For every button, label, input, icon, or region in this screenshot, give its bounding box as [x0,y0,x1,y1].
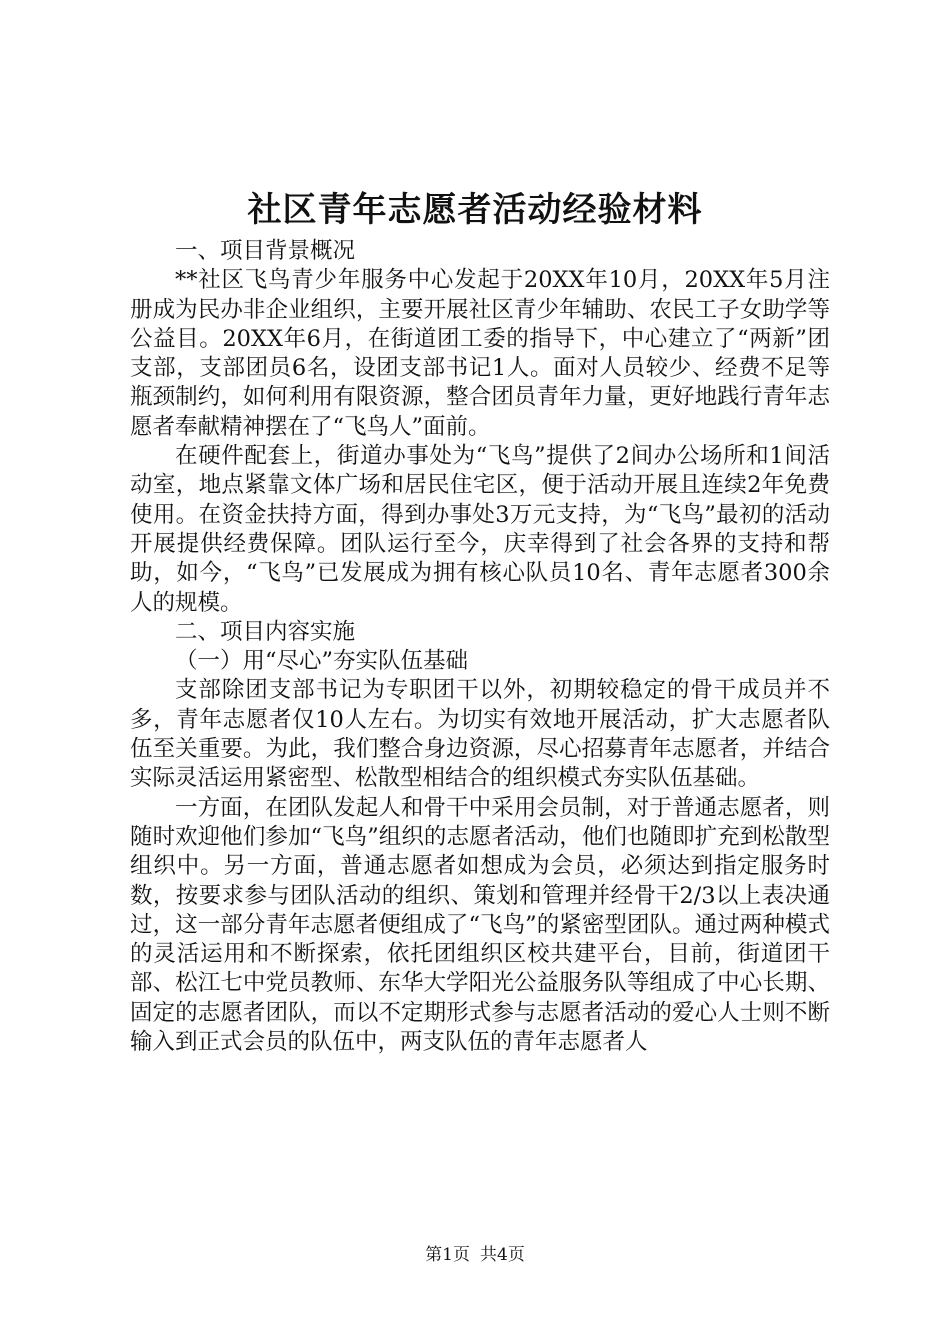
paragraph: **社区飞鸟青少年服务中心发起于20XX年10月，20XX年5月注册成为民办非企业组织，主要开展社区青少年辅助、农民工子女助学等公益目。20XX年6月，在街道团工委的指导下，中心建立了“两新”团支部，支部团员6名，设团支部书记1人。面对人员较少、经费不足等瓶颈制约，如何利用有限资源，整合团员青年力量，更好地践行青年志愿者奉献精神摆在了“飞鸟人”面前。 [130,267,830,440]
page-number-current: 第1页 [425,1245,470,1265]
page-number-total: 共4页 [480,1245,525,1265]
subsection-heading: （一）用“尽心”夯实队伍基础 [175,648,469,675]
document-title: 社区青年志愿者活动经验材料 [247,190,703,230]
document-body [130,237,830,1057]
section-heading: 一、项目背景概况 [175,238,356,264]
section-heading: 二、项目内容实施 [175,618,356,645]
page-footer [0,1243,950,1267]
paragraph: 支部除团支部书记为专职团干以外，初期较稳定的骨干成员并不多，青年志愿者仅10人左右。为切实有效地开展活动，扩大志愿者队伍至关重要。为此，我们整合身边资源，尽心招募青年志愿者，并结合实际灵活运用紧密型、松散型相结合的组织模式夯实队伍基础。 [130,677,830,792]
paragraph: 一方面，在团队发起人和骨干中采用会员制，对于普通志愿者，则随时欢迎他们参加“飞鸟”组织的志愿者活动，他们也随即扩充到松散型组织中。另一方面，普通志愿者如想成为会员，必须达到指定服务时数，按要求参与团队活动的组织、策划和管理并经骨干2/3以上表决通过，这一部分青年志愿者便组成了“飞鸟”的紧密型团队。通过两种模式的灵活运用和不断探索，依托团组织区校共建平台，目前，街道团干部、松江七中党员教师、东华大学阳光公益服务队等组成了中心长期、固定的志愿者团队，而以不定期形式参与志愿者活动的爱心人士则不断输入到正式会员的队伍中，两支队伍的青年志愿者人 [130,794,830,1056]
paragraph: 在硬件配套上，街道办事处为“飞鸟”提供了2间办公场所和1间活动室，地点紧靠文体广场和居民住宅区，便于活动开展且连续2年免费使用。在资金扶持方面，得到办事处3万元支持，为“飞鸟”最初的活动开展提供经费保障。团队运行至今，庆幸得到了社会各界的支持和帮助，如今，“飞鸟”已发展成为拥有核心队员10名、青年志愿者300余人的规模。 [130,443,830,616]
